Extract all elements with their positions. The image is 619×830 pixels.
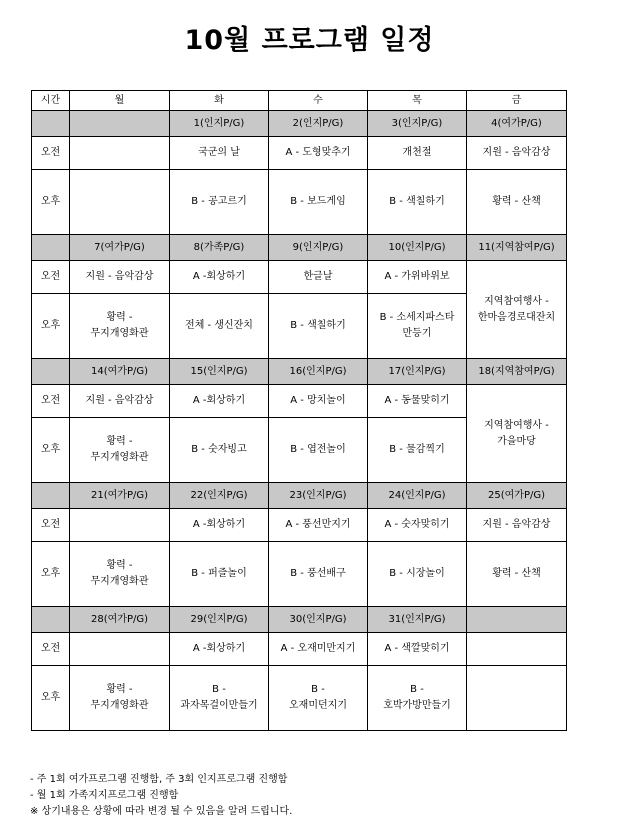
date-row <box>32 607 567 633</box>
date-cell: 30(인지P/G) <box>269 607 368 633</box>
activity-cell: B - 소세지파스타 만등기 <box>368 294 467 359</box>
activity-cell: B - 색칠하기 <box>368 170 467 235</box>
am-row <box>32 261 567 294</box>
activity-cell: 한글날 <box>269 261 368 294</box>
date-cell <box>32 235 70 261</box>
date-cell: 28(여가P/G) <box>70 607 170 633</box>
activity-cell: B - 호박가방만들기 <box>368 666 467 731</box>
am-row <box>32 385 567 418</box>
header-row <box>32 91 567 111</box>
activity-cell: 황력 - 산책 <box>467 170 567 235</box>
header-time: 시간 <box>32 91 70 111</box>
note-line: - 주 1회 여가프로그램 진행함, 주 3회 인지프로그램 진행함 <box>30 774 288 785</box>
activity-cell: 황력 - 무지개영화관 <box>70 294 170 359</box>
activity-cell: A - 색깔맞히기 <box>368 633 467 666</box>
activity-cell: 황력 - 무지개영화관 <box>70 418 170 483</box>
header-day: 월 <box>70 91 170 111</box>
page-title: 10월 프로그램 일정 <box>184 25 435 56</box>
activity-cell: A - 가위바위보 <box>368 261 467 294</box>
activity-cell <box>70 509 170 542</box>
date-cell: 7(여가P/G) <box>70 235 170 261</box>
date-cell <box>32 359 70 385</box>
date-row <box>32 359 567 385</box>
activity-cell: B - 과자목걸이만들기 <box>170 666 269 731</box>
date-cell: 23(인지P/G) <box>269 483 368 509</box>
activity-cell: B - 숫자빙고 <box>170 418 269 483</box>
date-cell: 21(여가P/G) <box>70 483 170 509</box>
activity-cell <box>467 666 567 731</box>
activity-cell <box>70 137 170 170</box>
date-cell: 3(인지P/G) <box>368 111 467 137</box>
activity-cell: A - 동물맞히기 <box>368 385 467 418</box>
activity-cell: 지원 - 음악감상 <box>70 261 170 294</box>
notes <box>30 772 292 820</box>
activity-cell: 개천절 <box>368 137 467 170</box>
time-label: 오후 <box>32 666 70 731</box>
activity-cell: 지원 - 음악감상 <box>467 137 567 170</box>
activity-cell: A - 오재미만지기 <box>269 633 368 666</box>
time-label: 오전 <box>32 261 70 294</box>
activity-cell: A -회상하기 <box>170 509 269 542</box>
activity-cell: 국군의 날 <box>170 137 269 170</box>
activity-cell: 전체 - 생신잔치 <box>170 294 269 359</box>
header-day: 금 <box>467 91 567 111</box>
date-cell: 2(인지P/G) <box>269 111 368 137</box>
pm-row <box>32 666 567 731</box>
date-row <box>32 483 567 509</box>
date-cell: 18(지역참여P/G) <box>467 359 567 385</box>
date-cell: 4(여가P/G) <box>467 111 567 137</box>
activity-cell: A -회상하기 <box>170 261 269 294</box>
date-cell: 24(인지P/G) <box>368 483 467 509</box>
date-cell: 9(인지P/G) <box>269 235 368 261</box>
activity-cell: A -회상하기 <box>170 633 269 666</box>
header-day: 수 <box>269 91 368 111</box>
am-row <box>32 137 567 170</box>
activity-cell: B - 퍼즐놀이 <box>170 542 269 607</box>
activity-cell: B - 공고르기 <box>170 170 269 235</box>
time-label: 오후 <box>32 294 70 359</box>
date-cell: 14(여가P/G) <box>70 359 170 385</box>
time-label: 오전 <box>32 137 70 170</box>
date-cell: 8(가족P/G) <box>170 235 269 261</box>
activity-cell: B - 풍선배구 <box>269 542 368 607</box>
note-line: - 월 1회 가족지지프로그램 진행함 <box>30 790 179 801</box>
date-cell: 16(인지P/G) <box>269 359 368 385</box>
note-line: ※ 상기내용은 상황에 따라 변경 될 수 있음을 알려 드립니다. <box>30 806 293 817</box>
date-cell: 10(인지P/G) <box>368 235 467 261</box>
activity-cell: A - 풍선만지기 <box>269 509 368 542</box>
time-label: 오전 <box>32 385 70 418</box>
date-cell <box>70 111 170 137</box>
pm-row <box>32 542 567 607</box>
schedule-table <box>31 90 567 731</box>
time-label: 오후 <box>32 418 70 483</box>
time-label: 오후 <box>32 170 70 235</box>
activity-cell <box>70 170 170 235</box>
date-cell <box>32 111 70 137</box>
activity-cell: B - 시장놀이 <box>368 542 467 607</box>
date-cell: 17(인지P/G) <box>368 359 467 385</box>
date-row <box>32 235 567 261</box>
activity-cell: B - 색칠하기 <box>269 294 368 359</box>
date-cell: 31(인지P/G) <box>368 607 467 633</box>
date-cell: 29(인지P/G) <box>170 607 269 633</box>
friday-event-cell: 지역참여행사 - 가을마당 <box>467 385 567 483</box>
header-day: 목 <box>368 91 467 111</box>
activity-cell <box>70 633 170 666</box>
time-label: 오전 <box>32 633 70 666</box>
date-cell <box>467 607 567 633</box>
date-cell: 15(인지P/G) <box>170 359 269 385</box>
activity-cell: 황력 - 산책 <box>467 542 567 607</box>
activity-cell: 황력 - 무지개영화관 <box>70 666 170 731</box>
activity-cell: 지원 - 음악감상 <box>70 385 170 418</box>
activity-cell: B - 보드게임 <box>269 170 368 235</box>
activity-cell: B - 오재미던지기 <box>269 666 368 731</box>
date-cell <box>32 607 70 633</box>
activity-cell: 지원 - 음악감상 <box>467 509 567 542</box>
activity-cell: A -회상하기 <box>170 385 269 418</box>
date-cell: 1(인지P/G) <box>170 111 269 137</box>
date-cell: 11(지역참여P/G) <box>467 235 567 261</box>
am-row <box>32 509 567 542</box>
pm-row <box>32 170 567 235</box>
date-row <box>32 111 567 137</box>
date-cell: 22(인지P/G) <box>170 483 269 509</box>
friday-event-cell: 지역참여행사 - 한마음경로대잔치 <box>467 261 567 359</box>
time-label: 오후 <box>32 542 70 607</box>
activity-cell: B - 엽전놀이 <box>269 418 368 483</box>
activity-cell: B - 물감찍기 <box>368 418 467 483</box>
header-day: 화 <box>170 91 269 111</box>
date-cell <box>32 483 70 509</box>
am-row <box>32 633 567 666</box>
activity-cell: A - 도형맞추기 <box>269 137 368 170</box>
activity-cell <box>467 633 567 666</box>
activity-cell: A - 숫자맞히기 <box>368 509 467 542</box>
activity-cell: 황력 - 무지개영화관 <box>70 542 170 607</box>
date-cell: 25(여가P/G) <box>467 483 567 509</box>
time-label: 오전 <box>32 509 70 542</box>
activity-cell: A - 망치놀이 <box>269 385 368 418</box>
